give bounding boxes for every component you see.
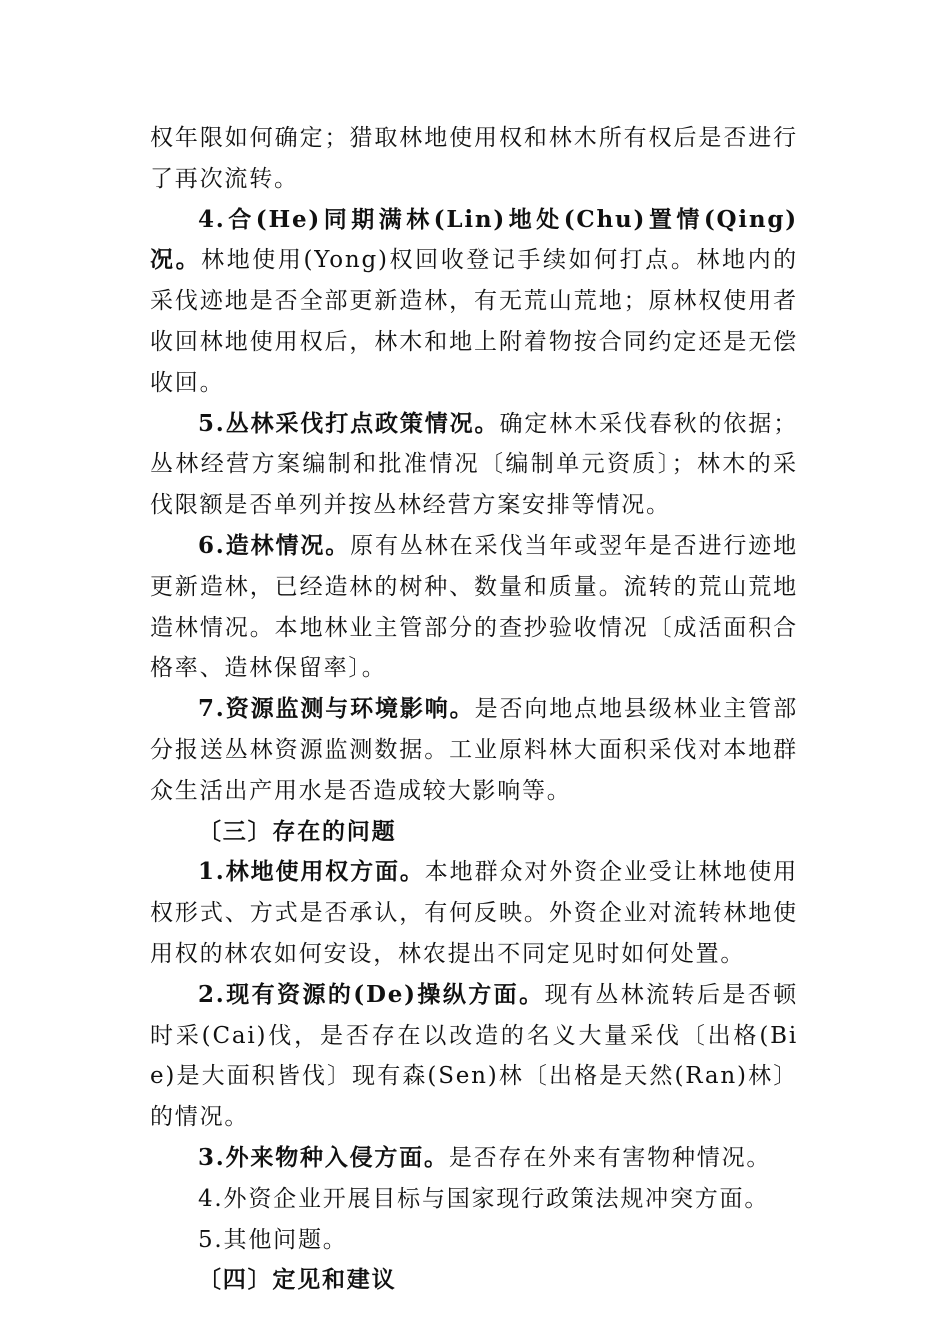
problem-lead: 2.现有资源的(De)操纵方面。	[198, 980, 545, 1008]
paragraph-monitoring	[150, 689, 798, 811]
problem-text: 4.外资企业开展目标与国家现行政策法规冲突方面。	[198, 1185, 770, 1212]
problem-lead: 1.林地使用权方面。	[198, 858, 425, 886]
paragraph-tenure-continuation	[150, 118, 798, 200]
problem-text: 现有丛林流转后是否顿时采(Cai)伐，是否存在以改造的名义大量采伐〔出格(Bie)是大面积皆伐〕现有森(Sen)林〔出格是天然(Ran)林〕的情况。	[150, 981, 799, 1131]
paragraph-text: 确定林木采伐春秋的依据；丛林经营方案编制和批准情况〔编制单元资质〕；林木的采伐限额是否单列并按丛林经营方案安排等情况。	[150, 410, 798, 519]
problem-item-land-use	[150, 852, 798, 974]
problem-text: 是否存在外来有害物种情况。	[448, 1144, 772, 1171]
section-heading-problems: 〔三〕存在的问题	[198, 817, 397, 845]
paragraph-lead: 6.造林情况。	[198, 531, 351, 559]
problem-item-policy-conflict	[150, 1179, 798, 1220]
paragraph-lead: 5.丛林采伐打点政策情况。	[198, 409, 500, 437]
problem-lead: 3.外来物种入侵方面。	[198, 1143, 449, 1171]
problem-text: 5.其他问题。	[198, 1226, 348, 1253]
section-heading-suggestions: 〔四〕定见和建议	[198, 1266, 397, 1294]
paragraph-text: 权年限如何确定；猎取林地使用权和林木所有权后是否进行了再次流转。	[150, 125, 798, 192]
paragraph-text: 原有丛林在采伐当年或翌年是否进行迹地更新造林，已经造林的树种、数量和质量。流转的荒山荒地造林情况。本地林业主管部分的查抄验收情况〔成活面积合格率、造林保留率〕。	[150, 532, 798, 682]
paragraph-text: 是否向地点地县级林业主管部分报送丛林资源监测数据。工业原料林大面积采伐对本地群众生活出产用水是否造成较大影响等。	[150, 696, 798, 804]
problem-item-resources	[150, 975, 798, 1138]
problem-item-other	[150, 1220, 798, 1261]
paragraph-contract-expiry	[150, 200, 798, 404]
problem-item-invasive	[150, 1138, 798, 1179]
problem-text: 本地群众对外资企业受让林地使用权形式、方式是否承认，有何反映。外资企业对流转林地使用权的林农如何安设，林农提出不同定见时如何处置。	[150, 859, 799, 967]
paragraph-lead: 7.资源监测与环境影响。	[198, 695, 475, 723]
document-body	[150, 118, 798, 1301]
paragraph-afforestation	[150, 526, 798, 689]
paragraph-lead: 4.合(He)同期满林(Lin)地处(Chu)置情(Qing)况。	[150, 205, 798, 274]
paragraph-harvest-policy	[150, 404, 798, 526]
paragraph-text: 林地使用(Yong)权回收登记手续如何打点。林地内的采伐迹地是否全部更新造林，有无荒山荒地；原林权使用者收回林地使用权后，林木和地上附着物按合同约定还是无偿收回。	[150, 247, 798, 396]
